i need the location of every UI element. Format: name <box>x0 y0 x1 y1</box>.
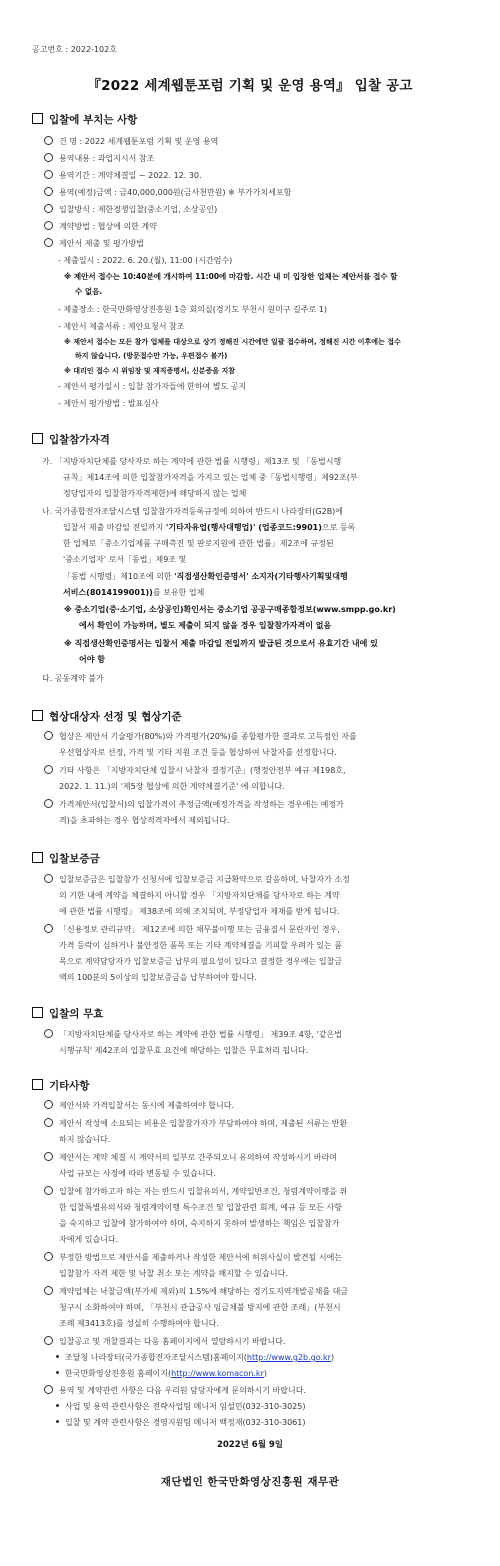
paragraph-line: 한 업체로「중소기업제품 구매촉진 및 판로지원에 관한 법률」제2조에 규정된 <box>63 539 334 548</box>
paragraph-line: 2022. 1. 11.)의 '제5장 협상에 의한 계약체결기준' 에 의합니다. <box>59 782 285 791</box>
sub-item: - 제출장소 : 한국만화영상진흥원 1층 회의실(경기도 부천시 원미구 길주로 1) <box>58 305 327 314</box>
g2b-link[interactable]: http://www.g2b.go.kr <box>246 1353 331 1362</box>
issuer-name: 재단법인 한국만화영상진흥원 재무관 <box>160 1476 340 1488</box>
section-heading-invalid-bid: 입찰의 무효 <box>32 1006 103 1021</box>
note: 어야 함 <box>79 655 105 664</box>
sub-bullet-item: 입찰 및 계약 관련사항은 경영지원팀 매니저 백정재(032-310-3061) <box>56 1417 305 1428</box>
circle-bullet-icon <box>44 1100 53 1109</box>
sub-bullet-item: 조달청 나라장터(국가종합전자조달시스템)홈페이지(http://www.g2b.go.kr) <box>56 1352 334 1363</box>
note: 에서 확인이 가능하며, 별도 제출이 되지 않을 경우 입찰참가자격이 없음 <box>79 621 332 630</box>
circle-bullet-icon <box>44 153 53 162</box>
circle-bullet-icon <box>44 204 53 213</box>
list-item: 용역 및 계약관련 사항은 다음 우리원 담당자에게 문의하시기 바랍니다. <box>44 1385 306 1396</box>
paragraph-line: 조례 제3413호)를 성실히 수행하여야 합니다. <box>59 1319 219 1328</box>
circle-bullet-icon <box>44 874 53 883</box>
paragraph-line: 나. 국가종합전자조달시스템 입찰참가자격등록규정에 의하여 반드시 나라장터(G2B)에 <box>42 507 344 516</box>
list-item: 계약방법 : 협상에 의한 계약 <box>44 221 157 232</box>
circle-bullet-icon <box>44 1286 53 1295</box>
paragraph-line: 청구시 소화하여야 하며, 「부천시 관급공사 임금체불 방지에 관한 조례」(부천시 <box>59 1303 341 1312</box>
sub-item: - 제안서 제출서류 : 제안요청서 참조 <box>58 322 185 331</box>
circle-bullet-icon <box>44 170 53 179</box>
paragraph-line: 하지 않습니다. <box>59 1135 111 1144</box>
sub-item: - 제안서 평가일시 : 입찰 참가자들에 한하여 별도 공지 <box>58 382 247 391</box>
circle-bullet-icon <box>44 221 53 230</box>
note: ※ 대리인 접수 시 위임장 및 재직증명서, 신분증을 지참 <box>64 367 235 375</box>
list-item: 계약업체는 낙찰금액(부가세 제외)의 1.5%에 해당하는 경기도지역개발공채를 대금 <box>44 1286 348 1297</box>
document-title: 『2022 세계웹툰포럼 기획 및 운영 용역』 입찰 공고 <box>87 78 413 94</box>
komacon-link[interactable]: http://www.komacon.kr <box>171 1369 264 1378</box>
section-heading-bid-deposit: 입찰보증금 <box>32 851 100 866</box>
paragraph-line: 에 관한 법률 시행령」 제38조에 의해 조치되며, 부정당업자 제재를 받게 됩니다. <box>59 907 340 916</box>
circle-bullet-icon <box>44 1336 53 1345</box>
circle-bullet-icon <box>44 924 53 933</box>
list-item: 용역내용 : 과업지시서 참조 <box>44 153 154 164</box>
paragraph-line: 자에게 있습니다. <box>59 1235 119 1244</box>
list-item: 제안서 제출 및 평가방법 <box>44 238 144 249</box>
square-bullet-icon <box>32 710 43 721</box>
square-bullet-icon <box>32 1007 43 1018</box>
announcement-date: 2022년 6월 9일 <box>216 1440 284 1450</box>
paragraph-line: 액의 100분의 5이상의 입찰보증금을 납부하여야 합니다. <box>59 973 257 982</box>
circle-bullet-icon <box>44 765 53 774</box>
list-item: 부정한 방법으로 제안서를 제출하거나 작성한 제안서에 허위사실이 발견될 시에는 <box>44 1252 342 1263</box>
paragraph-line: 규칙」제14조에 의한 입찰참가자격을 가지고 있는 업체 중「동법시행령」제92조(부 <box>63 473 358 482</box>
square-bullet-icon <box>32 852 43 863</box>
list-item: 입찰에 참가하고자 하는 자는 반드시 입찰유의서, 계약일반조건, 청렴계약이행을 위 <box>44 1186 347 1197</box>
paragraph-line: 가. 「지방자치단체를 당사자로 하는 계약에 관한 법률 시행령」제13조 및 「동법시행 <box>42 457 342 466</box>
section-heading-other: 기타사항 <box>32 1078 90 1093</box>
circle-bullet-icon <box>44 1029 53 1038</box>
dot-bullet-icon <box>56 1355 59 1358</box>
list-item: 건 명 : 2022 세계웹툰포럼 기획 및 운영 용역 <box>44 136 218 147</box>
paragraph-line: 의 기한 내에 계약을 체결하지 아니할 경우 「지방자치단체를 당사자로 하는 계약 <box>59 891 340 900</box>
circle-bullet-icon <box>44 187 53 196</box>
note: ※ 제안서 접수는 모든 참가 업체를 대상으로 상기 정해진 시간에만 일괄 접수하며, 정해진 시간 이후에는 접수 <box>64 338 401 346</box>
sub-item: - 제안서 평가방법 : 발표심사 <box>58 399 159 408</box>
note: ※ 중소기업(중·소기업, 소상공인)확인서는 중소기업 공공구매종합정보(www.smpp.go.kr) <box>64 605 396 614</box>
list-item: 기타 사항은 「지방자치단체 입찰시 낙찰자 결정기준」(행정안전부 예규 제198호, <box>44 765 346 776</box>
square-bullet-icon <box>32 433 43 444</box>
paragraph-line: 을 숙지하고 입찰에 참가하여야 하며, 숙지하지 못하여 발생하는 책임은 입찰참가 <box>59 1219 340 1228</box>
circle-bullet-icon <box>44 1186 53 1195</box>
list-item: 가격제안서(입찰서)의 입찰가격이 추정금액(예정가격을 작성하는 경우에는 예정가 <box>44 799 344 810</box>
sub-bullet-item: 사업 및 용역 관련사항은 전략사업팀 매니저 임설민(032-310-3025) <box>56 1401 305 1412</box>
note: ※ 제안서 접수는 10:40분에 개시하여 11:00에 마감함. 시간 내 미 입장한 업체는 제안서를 접수 할 <box>64 272 398 281</box>
note: 하지 않습니다. (방문접수만 가능, 우편접수 불가) <box>75 352 228 360</box>
circle-bullet-icon <box>44 731 53 740</box>
circle-bullet-icon <box>44 799 53 808</box>
note: ※ 직접생산확인증명서는 입찰서 제출 마감일 전일까지 발급된 것으로서 유효기간 내에 있 <box>64 639 378 648</box>
paragraph-line: 사업 규모는 사정에 따라 변동될 수 있습니다. <box>59 1169 216 1178</box>
list-item: 용역(예정)금액 : 금40,000,000원(금사천만원) ※ 부가가치세포함 <box>44 187 291 198</box>
list-item: 입찰보증금은 입찰참가 신청서에 입찰보증금 지급확약으로 갈음하며, 낙찰자가 소정 <box>44 874 350 885</box>
list-item: 제안서 작성에 소요되는 비용은 입찰참가자가 부담하여야 하며, 제출된 서류는 반환 <box>44 1118 347 1129</box>
list-item: 「지방자치단체를 당사자로 하는 계약에 관한 법률 시행령」 제39조 4항, '같은법 <box>44 1029 342 1040</box>
paragraph-line: 서비스(8014199001))를 보유한 업체 <box>63 588 205 597</box>
circle-bullet-icon <box>44 1385 53 1394</box>
paragraph-line: 「동법 시행령」제10조에 의한 '직접생산확인증명서' 소지자(기타행사기획및대행 <box>63 572 348 581</box>
paragraph-line: 입찰서 제출 마감일 전일까지 '기타자유업(행사대행업)' (업종코드:9901)으로 등록 <box>63 523 356 532</box>
paragraph-line: 입찰참가 자격 제한 및 낙찰 취소 또는 계약을 해지할 수 있습니다. <box>59 1269 288 1278</box>
note: 수 없음. <box>75 287 103 296</box>
paragraph-line: 우선협상자로 선정, 가격 및 기타 지원 조건 등을 협상하여 낙찰자를 선정합니다. <box>59 748 337 757</box>
sub-bullet-item: 한국만화영상진흥원 홈페이지(http://www.komacon.kr) <box>56 1368 267 1379</box>
section-heading-negotiation: 협상대상자 선정 및 협상기준 <box>32 709 182 724</box>
circle-bullet-icon <box>44 1118 53 1127</box>
paragraph-line: 다. 공동계약 불가 <box>42 674 104 683</box>
notice-number: 공고번호 : 2022-102호 <box>32 45 117 54</box>
dot-bullet-icon <box>56 1404 59 1407</box>
paragraph-line: 목으로 계약담당자가 입찰보증금 납부의 필요성이 있다고 결정한 경우에는 입찰금 <box>59 957 343 966</box>
square-bullet-icon <box>32 1079 43 1090</box>
circle-bullet-icon <box>44 136 53 145</box>
circle-bullet-icon <box>44 1252 53 1261</box>
square-bullet-icon <box>32 113 43 124</box>
paragraph-line: 한 입찰특별유의서와 청렴계약이행 특수조건 및 입찰관련 회계, 예규 등 모든 사항 <box>59 1203 342 1212</box>
list-item: 용역기간 : 계약체결일 ~ 2022. 12. 30. <box>44 170 202 181</box>
list-item: 제안서는 계약 체결 시 계약서의 일부로 간주되오니 유의하여 작성하시기 바라며 <box>44 1152 337 1163</box>
section-heading-bid-items: 입찰에 부치는 사항 <box>32 112 137 127</box>
circle-bullet-icon <box>44 1152 53 1161</box>
list-item: 협상은 제안서 기술평가(80%)와 가격평가(20%)를 종합평가한 결과로 고득점인 자를 <box>44 731 357 742</box>
list-item: 제안서와 가격입찰서는 동시에 제출하여야 합니다. <box>44 1100 234 1111</box>
paragraph-line: 가격 등락이 심하거나 불안정한 품목 또는 기타 계약체결을 기피할 우려가 있는 품 <box>59 941 342 950</box>
circle-bullet-icon <box>44 238 53 247</box>
paragraph-line: '중소기업자' 로서「동법」제9조 및 <box>63 555 187 564</box>
list-item: 「신용정보 관리규약」 제12조에 의한 채무불이행 또는 금융질서 문란자인 경우, <box>44 924 340 935</box>
paragraph-line: 격)을 초과하는 경우 협상적격자에서 제외됩니다. <box>59 816 230 825</box>
paragraph-line: 시행규칙' 제42조의 입찰무효 요건에 해당하는 입찰은 무효처리 됩니다. <box>59 1046 309 1055</box>
sub-item: - 제출일시 : 2022. 6. 20.(월), 11:00 (시간엄수) <box>58 256 233 265</box>
dot-bullet-icon <box>56 1420 59 1423</box>
list-item: 입찰공고 및 개찰결과는 다음 홈페이지에서 열람하시기 바랍니다. <box>44 1336 285 1347</box>
dot-bullet-icon <box>56 1371 59 1374</box>
list-item: 입찰방식 : 제한경쟁입찰(중소기업, 소상공인) <box>44 204 217 215</box>
section-heading-eligibility: 입찰참가자격 <box>32 432 110 447</box>
paragraph-line: 정당업자의 입찰참가자격제한)에 해당하지 않는 업체 <box>63 489 247 498</box>
